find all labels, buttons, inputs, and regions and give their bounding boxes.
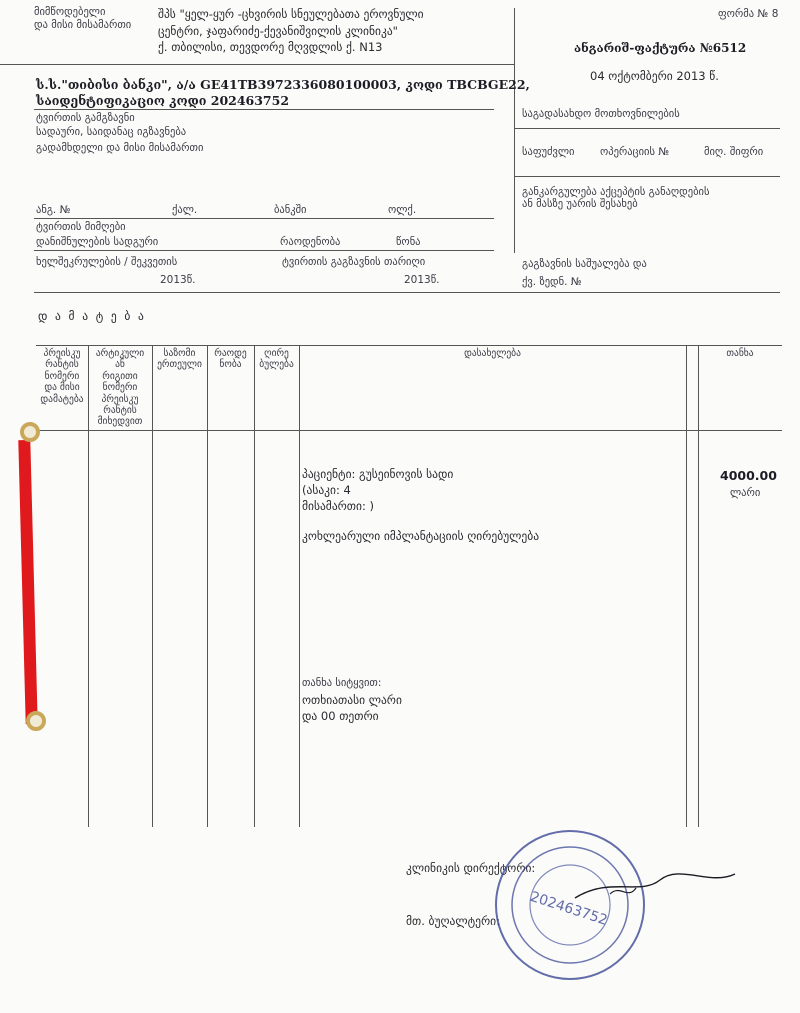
divider-vertical [514,8,515,253]
table-col-divider [698,345,699,827]
table-col-divider [299,345,300,827]
amount-words-2: და 00 თეთრი [302,709,379,723]
sender-name: შპს "ყელ-ყურ -ცხვირის სნეულებათა ეროვნული [158,7,424,21]
sender-label-2: და მისი მისამართი [34,19,132,31]
waybill-label: ქვ. ზედნ. № [522,276,582,288]
doc-date: 04 ოქტომბერი 2013 წ. [590,69,719,83]
header-price: ღირე ბულება [259,348,294,371]
table-col-divider [152,345,153,827]
supplement-heading: დ ა მ ა ტ ე ბ ა [38,309,146,323]
patient-address: მისამართი: ) [302,499,374,513]
divider-line [34,292,780,293]
weight-label: წონა [396,236,421,248]
header-quantity: რაოდე ნობა [214,348,247,371]
service-description: კოხლეარული იმპლანტაციის ღირებულება [302,529,540,543]
payer-label: ტვირთის გამგზავნი [36,112,135,124]
divider-line [34,218,494,219]
payment-terms-label: საგადასახდო მოთხოვნილების [522,108,680,120]
sender-address: ქ. თბილისი, თევდორე მღვდლის ქ. N13 [158,40,383,54]
divider-line [514,176,780,177]
patient-name: პაციენტი: გუსეინოვის სადი [302,467,454,481]
operation-label: ოპერაციის № [600,146,670,158]
accept-label-2: ან მასზე უარის შესახებ [522,198,638,210]
table-header-border [36,430,782,431]
header-unit: საზომი ერთეული [157,348,202,371]
amount-words-1: ოთხიათასი ლარი [302,693,402,707]
receiver-label: ტვირთის მიმღები [36,221,126,233]
quantity-label: რაოდენობა [280,236,341,248]
vehicle-label: გაგზავნის საშუალება და [522,258,647,270]
amount-currency: ლარი [730,487,761,499]
bank-label: ბანკში [274,204,307,216]
table-col-divider [254,345,255,827]
header-description: დასახელება [464,348,521,359]
header-pricelist-number: პრეისკუ რანტის ნომერი და მისი დამატება [40,348,84,405]
header-article-number: არტიკული ან რიგითი ნომერი პრეისკუ რანტის მიხედვით [95,348,145,428]
sender-name-2: ცენტრი, ჯაფარიძე-ქევანიშვილის კლინიკა" [158,24,398,38]
divider-line [514,128,780,129]
signature-mark [570,866,740,906]
divider-line [0,64,514,65]
amount-value: 4000.00 [720,468,777,483]
doc-title: ანგარიშ-ფაქტურა №6512 [574,41,747,55]
account-label: ანგ. № [36,204,71,216]
header-amount: თანხა [726,348,754,359]
payer-address-label: გადამხდელი და მისი მისამართი [36,142,204,154]
grommet-bottom [26,711,46,731]
destination-label: დანიშნულების სადგური [36,236,159,248]
payer-origin: სადაური, საიდანაც იგზავნება [36,126,187,138]
zone-label: ოლქ. [388,204,417,216]
divider-line [34,250,494,251]
sender-label: მიმწოდებელი [34,6,106,18]
director-signature-label: კლინიკის დირექტორი: [406,861,536,875]
table-col-divider [686,345,687,827]
bank-details: ს.ს."თიბისი ბანკი", ა/ა GE41TB3972336080100003, კოდი TBCBGE22, [36,77,530,92]
amount-words-label: თანხა სიტყვით: [302,677,382,689]
patient-age: (ასაკი: 4 [302,483,351,497]
table-col-divider [207,345,208,827]
ship-date-label: ტვირთის გაგზავნის თარიღი [282,256,426,268]
contract-year: 2013წ. [160,274,196,286]
basis-label: საფუძვლი [522,146,575,158]
binding-ribbon [18,440,37,724]
bank-id-code: საიდენტიფიკაციო კოდი 202463752 [36,93,290,108]
form-number: ფორმა № 8 [718,8,779,20]
ship-year: 2013წ. [404,274,440,286]
stamp-number: 202463752 [528,888,610,929]
contract-label: ხელშეკრულების / შეკვეთის [36,256,178,268]
table-top-border [36,345,782,346]
grommet-top [20,422,40,442]
accept-label: განკარგულება აქცეპტის განაღდების [522,186,710,198]
divider-line [34,109,494,110]
accountant-signature-label: მთ. ბუღალტერი: [406,914,500,928]
city-label: ქალ. [172,204,198,216]
ident-label: მიღ. შიფრი [704,146,764,158]
